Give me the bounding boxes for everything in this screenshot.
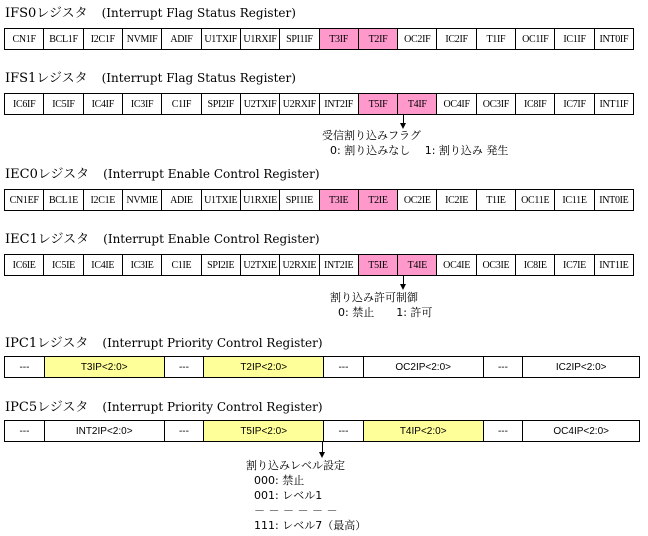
register-name: IPC1レジスタ xyxy=(5,336,89,351)
register-bit-cell: IC3IF xyxy=(123,94,162,114)
register-bit-cell: I2C1F xyxy=(84,29,123,49)
register-bit-cell: T5IE xyxy=(359,255,398,275)
priority-note: 割り込みレベル設定 xyxy=(246,459,345,472)
register-bit-cell: IC1IF xyxy=(555,29,594,49)
register-bit-cell: --- xyxy=(324,421,364,441)
register-bit-cell: ADIE xyxy=(162,190,201,210)
register-bit-cell: --- xyxy=(5,357,45,377)
register-bit-cell: --- xyxy=(324,357,364,377)
register-bit-cell: IC7IF xyxy=(555,94,594,114)
register-bit-cell: T5IF xyxy=(359,94,398,114)
register-bit-cell: IC7IE xyxy=(555,255,594,275)
register-bit-cell: IC8IE xyxy=(516,255,555,275)
register-bit-cell: OC4IP<2:0> xyxy=(553,425,609,437)
register-row xyxy=(4,189,634,211)
register-description: (Interrupt Priority Control Register) xyxy=(102,336,323,350)
register-bit-cell: SPI2IF xyxy=(202,94,241,114)
enable-note: 0: 禁止 1: 許可 xyxy=(338,306,433,319)
flag-note: 受信割り込みフラグ xyxy=(322,129,421,142)
register-bit-cell: U2TXIF xyxy=(241,94,280,114)
register-bit-cell: I2C1E xyxy=(84,190,123,210)
register-bit-cell: IC8IF xyxy=(516,94,555,114)
register-bit-cell: IC5IF xyxy=(44,94,83,114)
register-bit-cell: ADIF xyxy=(162,29,201,49)
register-row xyxy=(4,254,634,276)
register-bit-cell: OC3IF xyxy=(477,94,516,114)
register-bit-cell: OC3IE xyxy=(477,255,516,275)
register-title xyxy=(5,2,296,21)
register-bit-cell: --- xyxy=(165,357,205,377)
register-bit-cell: T1IF xyxy=(477,29,516,49)
register-row xyxy=(4,420,640,442)
register-bit-cell: T2IP<2:0> xyxy=(204,357,324,377)
register-bit-cell: IC3IE xyxy=(123,255,162,275)
register-bit-cell: CN1F xyxy=(5,29,44,49)
register-bit-cell: T2IE xyxy=(359,190,398,210)
register-bit-cell: OC2IE xyxy=(398,190,437,210)
register-bit-cell: INT0IE xyxy=(599,194,629,206)
register-bit-cell: OC1IF xyxy=(516,29,555,49)
register-bit-cell: U1RXIE xyxy=(241,190,280,210)
register-description: (Interrupt Flag Status Register) xyxy=(101,71,296,85)
register-bit-cell: U1TXIF xyxy=(202,29,241,49)
register-bit-cell: NVMIE xyxy=(123,190,162,210)
register-bit-cell: OC2IF xyxy=(398,29,437,49)
register-bit-cell: IC2IF xyxy=(437,29,476,49)
register-bit-cell: OC11E xyxy=(516,190,555,210)
arrow-down-icon xyxy=(319,452,325,458)
register-bit-cell: INT1IE xyxy=(599,259,629,271)
register-bit-cell: T3IP<2:0> xyxy=(45,357,165,377)
register-bit-cell: BCL1E xyxy=(44,190,83,210)
register-bit-cell: T2IF xyxy=(359,29,398,49)
register-bit-cell: SPI2IE xyxy=(202,255,241,275)
register-bit-cell: --- xyxy=(484,421,524,441)
register-title xyxy=(5,67,296,86)
register-row xyxy=(4,28,634,50)
register-title xyxy=(5,332,323,351)
register-bit-cell: --- xyxy=(165,421,205,441)
register-bit-cell: U1RXIF xyxy=(241,29,280,49)
flag-note: 0: 割り込みなし 1: 割り込み 発生 xyxy=(330,144,509,157)
register-name: IFS1レジスタ xyxy=(5,71,88,86)
register-bit-cell: U2RXIF xyxy=(280,94,319,114)
register-bit-cell: T4IF xyxy=(398,94,437,114)
register-bit-cell: C1IF xyxy=(162,94,201,114)
register-bit-cell: INT2IE xyxy=(320,255,359,275)
register-bit-cell: IC6IE xyxy=(5,255,44,275)
priority-note: 111: レベル7（最高） xyxy=(254,519,367,532)
register-row xyxy=(4,356,640,378)
register-bit-cell: T1IE xyxy=(477,190,516,210)
register-bit-cell: NVMIF xyxy=(123,29,162,49)
register-bit-cell: IC5IE xyxy=(44,255,83,275)
register-bit-cell: OC4IF xyxy=(437,94,476,114)
register-description: (Interrupt Priority Control Register) xyxy=(102,400,323,414)
register-bit-cell: IC4IE xyxy=(84,255,123,275)
register-bit-cell: CN1EF xyxy=(5,190,44,210)
register-bit-cell: INT0IF xyxy=(599,33,629,45)
register-description: (Interrupt Enable Control Register) xyxy=(103,167,320,181)
register-bit-cell: T3IF xyxy=(320,29,359,49)
register-bit-cell: INT1IF xyxy=(599,98,629,110)
register-bit-cell: T4IP<2:0> xyxy=(364,421,484,441)
register-title xyxy=(5,228,320,247)
register-name: IEC0レジスタ xyxy=(5,167,90,182)
priority-note: 000: 禁止 xyxy=(254,474,305,487)
register-title xyxy=(5,163,320,182)
register-bit-cell: C1IE xyxy=(162,255,201,275)
register-row xyxy=(4,93,634,115)
register-bit-cell: --- xyxy=(5,421,45,441)
register-description: (Interrupt Enable Control Register) xyxy=(103,232,320,246)
register-bit-cell: SPI1IE xyxy=(280,190,319,210)
register-bit-cell: IC6IF xyxy=(5,94,44,114)
register-bit-cell: SPI1IF xyxy=(280,29,319,49)
register-bit-cell: IC2IE xyxy=(437,190,476,210)
register-bit-cell: BCL1F xyxy=(44,29,83,49)
priority-note: － － － － － － xyxy=(254,504,338,517)
arrow-down-icon xyxy=(400,284,406,290)
register-bit-cell: T4IE xyxy=(398,255,437,275)
register-bit-cell: U2TXIE xyxy=(241,255,280,275)
register-bit-cell: IC11E xyxy=(555,190,594,210)
register-name: IFS0レジスタ xyxy=(5,6,88,21)
register-title xyxy=(5,396,323,415)
register-description: (Interrupt Flag Status Register) xyxy=(101,6,296,20)
priority-note: 001: レベル1 xyxy=(254,489,323,502)
register-name: IPC5レジスタ xyxy=(5,400,89,415)
register-bit-cell: IC4IF xyxy=(84,94,123,114)
register-bit-cell: U1TXIE xyxy=(202,190,241,210)
register-bit-cell: IC2IP<2:0> xyxy=(555,361,607,373)
register-bit-cell: INT2IF xyxy=(320,94,359,114)
register-bit-cell: T3IE xyxy=(320,190,359,210)
enable-note: 割り込み許可制御 xyxy=(330,291,418,304)
register-bit-cell: T5IP<2:0> xyxy=(204,421,324,441)
register-bit-cell: OC4IE xyxy=(437,255,476,275)
register-bit-cell: U2RXIE xyxy=(280,255,319,275)
register-bit-cell: --- xyxy=(484,357,524,377)
register-bit-cell: INT2IP<2:0> xyxy=(45,421,165,441)
register-name: IEC1レジスタ xyxy=(5,232,90,247)
register-bit-cell: OC2IP<2:0> xyxy=(364,357,484,377)
